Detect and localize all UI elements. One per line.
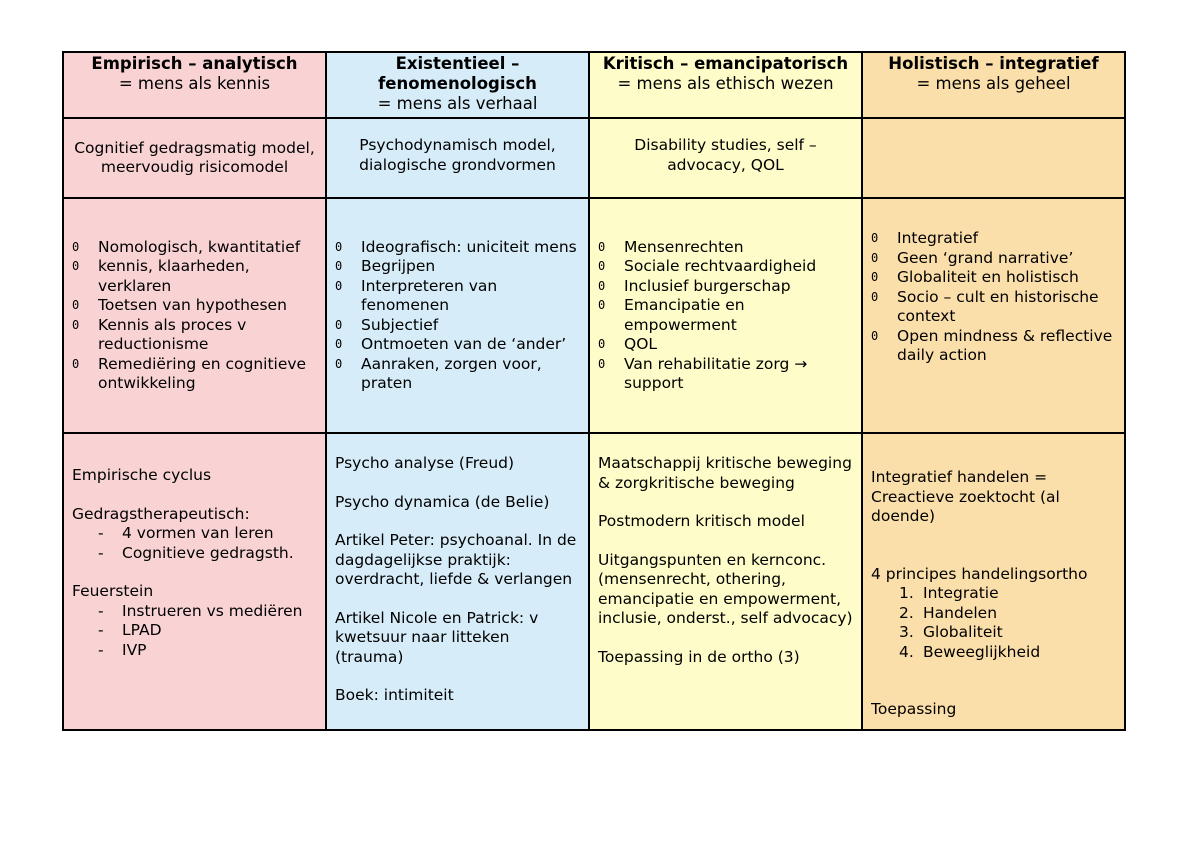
list-item: 4. Beweeglijkheid bbox=[899, 642, 1041, 661]
bullet-list bbox=[871, 229, 1116, 366]
list-item: 2. Handelen bbox=[899, 603, 998, 622]
list-item: 0 Geen ‘grand narrative’ bbox=[871, 248, 1074, 267]
list-item: 0 Subjectief bbox=[335, 315, 439, 334]
bullet-list bbox=[335, 238, 580, 394]
model-cell: Psychodynamisch model, dialogische grondvormen bbox=[326, 118, 589, 198]
model-cell bbox=[862, 118, 1125, 198]
list-item: 0 Mensenrechten bbox=[598, 237, 744, 256]
paragraph: Toepassing in de ortho (3) bbox=[598, 647, 800, 666]
header-subtitle: = mens als verhaal bbox=[377, 94, 538, 113]
header-row bbox=[63, 52, 1125, 118]
bullet-marker: 0 bbox=[72, 356, 80, 371]
header-title: Empirisch – analytisch bbox=[91, 54, 298, 73]
list-item: 0 kennis, klaarheden, verklaren bbox=[72, 257, 250, 295]
model-cell: Disability studies, self – advocacy, QOL bbox=[589, 118, 862, 198]
list-item: - IVP bbox=[98, 640, 147, 659]
paragraph: Boek: intimiteit bbox=[335, 686, 454, 704]
principles-heading: 4 principes handelingsortho bbox=[871, 564, 1088, 583]
list-item: 0 Ontmoeten van de ‘ander’ bbox=[335, 335, 567, 353]
header-empirisch bbox=[63, 52, 326, 118]
header-title: Kritisch – emancipatorisch bbox=[602, 54, 849, 73]
paragraph: Maatschappij kritische beweging & zorgkritische beweging bbox=[598, 454, 852, 492]
models-row bbox=[63, 118, 1125, 198]
bullet-marker: 0 bbox=[871, 289, 879, 304]
principles-cell bbox=[326, 198, 589, 433]
paragraph: Psycho dynamica (de Belie) bbox=[335, 492, 550, 511]
list-item: 0 Kennis als proces v reductionisme bbox=[72, 315, 247, 353]
dash-list bbox=[72, 524, 317, 563]
header-title: Existentieel – fenomenologisch bbox=[378, 54, 537, 93]
bullet-marker: 0 bbox=[598, 356, 606, 371]
paragraph: Artikel Nicole en Patrick: v kwetsuur naar litteken (trauma) bbox=[335, 608, 539, 666]
therapy-heading: Gedragstherapeutisch: bbox=[72, 504, 250, 523]
bullet-marker: 0 bbox=[72, 259, 80, 273]
list-item: 3. Globaliteit bbox=[899, 623, 1003, 641]
bullet-marker: 0 bbox=[598, 278, 606, 293]
paragraph: Postmodern kritisch model bbox=[598, 512, 805, 530]
details-row bbox=[63, 433, 1125, 730]
list-item: 0 Interpreteren van fenomenen bbox=[335, 276, 498, 314]
list-item: 0 Remediëring en cognitieve ontwikkeling bbox=[72, 354, 307, 392]
paragraph: Psycho analyse (Freud) bbox=[335, 454, 515, 472]
bullet-marker: 0 bbox=[72, 317, 80, 332]
principles-cell bbox=[862, 198, 1125, 433]
list-item: 0 Van rehabilitatie zorg → support bbox=[598, 354, 808, 392]
list-item: - Instrueren vs mediëren bbox=[98, 601, 303, 620]
bullet-marker: 0 bbox=[335, 259, 343, 273]
detail-cell-empirisch bbox=[63, 433, 326, 730]
list-item: 0 Nomologisch, kwantitatief bbox=[72, 237, 301, 256]
bullet-marker: 0 bbox=[335, 278, 343, 293]
list-item: - 4 vormen van leren bbox=[98, 524, 274, 542]
bullet-marker: 0 bbox=[72, 298, 80, 312]
perspectives-table bbox=[62, 51, 1126, 731]
list-item: 0 QOL bbox=[598, 335, 658, 353]
bullet-marker: 0 bbox=[335, 239, 343, 254]
detail-cell-kritisch bbox=[589, 433, 862, 730]
list-item: 1. Integratie bbox=[899, 584, 999, 602]
bullet-marker: 0 bbox=[335, 317, 343, 332]
bullet-marker: 0 bbox=[598, 298, 606, 312]
list-item: 0 Begrijpen bbox=[335, 257, 436, 275]
header-subtitle: = mens als kennis bbox=[118, 74, 271, 93]
principles-cell bbox=[589, 198, 862, 433]
dash-list bbox=[72, 602, 317, 661]
header-holistisch bbox=[862, 52, 1125, 118]
principles-cell bbox=[63, 198, 326, 433]
bullet-marker: 0 bbox=[871, 270, 879, 284]
bullet-marker: 0 bbox=[72, 239, 80, 254]
bullet-marker: 0 bbox=[871, 250, 879, 265]
list-item: 0 Socio – cult en historische context bbox=[871, 287, 1099, 325]
header-existentieel bbox=[326, 52, 589, 118]
paragraph: Artikel Peter: psychoanal. In de dagdagelijkse praktijk: overdracht, liefde & verlangen bbox=[335, 531, 577, 588]
list-item: 0 Toetsen van hypothesen bbox=[72, 296, 287, 314]
list-item: 0 Sociale rechtvaardigheid bbox=[598, 257, 817, 275]
header-subtitle: = mens als geheel bbox=[916, 74, 1071, 93]
bullet-marker: 0 bbox=[335, 356, 343, 371]
feuerstein-heading: Feuerstein bbox=[72, 582, 154, 600]
header-title: Holistisch – integratief bbox=[888, 54, 1099, 73]
bullet-list bbox=[598, 238, 853, 394]
detail-cell-existentieel bbox=[326, 433, 589, 730]
detail-cell-holistisch bbox=[862, 433, 1125, 730]
paragraph: Integratief handelen = Creactieve zoektocht (al doende) bbox=[871, 468, 1060, 525]
header-kritisch bbox=[589, 52, 862, 118]
list-item: 0 Integratief bbox=[871, 229, 979, 247]
list-item: 0 Aanraken, zorgen voor, praten bbox=[335, 354, 542, 392]
list-item: 0 Inclusief burgerschap bbox=[598, 276, 791, 295]
bullet-marker: 0 bbox=[598, 239, 606, 254]
bullet-marker: 0 bbox=[598, 259, 606, 273]
list-item: - Cognitieve gedragsth. bbox=[98, 543, 294, 562]
paragraph: Toepassing bbox=[871, 700, 957, 718]
bullet-marker: 0 bbox=[598, 337, 606, 351]
list-item: 0 Emancipatie en empowerment bbox=[598, 296, 745, 334]
list-item: 0 Globaliteit en holistisch bbox=[871, 268, 1079, 286]
numbered-list bbox=[871, 584, 1116, 662]
bullet-list bbox=[72, 238, 317, 394]
empirische-cyclus-text: Empirische cyclus bbox=[72, 466, 212, 484]
bullet-marker: 0 bbox=[871, 328, 879, 343]
principles-row bbox=[63, 198, 1125, 433]
list-item: 0 Open mindness & reflective daily action bbox=[871, 326, 1113, 364]
header-subtitle: = mens als ethisch wezen bbox=[617, 74, 834, 93]
list-item: 0 Ideografisch: uniciteit mens bbox=[335, 237, 577, 256]
list-item: - LPAD bbox=[98, 621, 162, 639]
paragraph: Uitgangspunten en kernconc. (mensenrecht, othering, emancipatie en empowerment, inclusie, onderst., self advocacy) bbox=[598, 550, 853, 627]
model-cell: Cognitief gedragsmatig model, meervoudig risicomodel bbox=[63, 118, 326, 198]
bullet-marker: 0 bbox=[335, 337, 343, 351]
bullet-marker: 0 bbox=[871, 231, 879, 245]
